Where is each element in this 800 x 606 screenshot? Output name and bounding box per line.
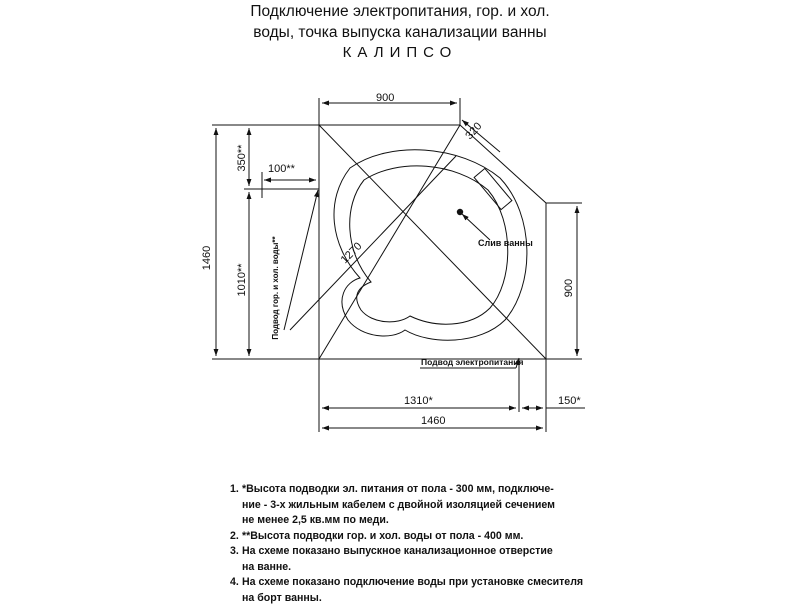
note-number: 3.: [230, 544, 242, 560]
note-text: *Высота подводки эл. питания от пола - 300 мм, подключе-: [242, 482, 554, 498]
note-1: [230, 482, 583, 498]
dim-1460-left: 1460: [201, 246, 213, 270]
power-supply-label: Подвод электропитания: [421, 357, 523, 367]
title-line-1: Подключение электропитания, гор. и хол.: [0, 1, 800, 22]
note-text: На схеме показано выпускное канализационное отверстие: [242, 544, 553, 560]
note-text-continued: ние - 3-х жильным кабелем с двойной изоляцией сечением: [230, 498, 583, 514]
dim-350: 350**: [236, 144, 248, 172]
note-text-continued: не менее 2,5 кв.мм по меди.: [230, 513, 583, 529]
drain-leader: [462, 214, 490, 240]
note-number: 2.: [230, 529, 242, 545]
dim-900-top: 900: [376, 92, 394, 104]
note-4: [230, 575, 583, 591]
dim-1460-bottom: 1460: [421, 415, 445, 427]
mixer-on-rim: [474, 168, 512, 209]
notes-list: [230, 482, 583, 606]
diagonal-1270-line: [290, 156, 456, 330]
drain-label: Слив ванны: [478, 238, 533, 248]
dim-150: 150*: [558, 395, 581, 407]
water-supply-label: Подвод гор. и хол. воды**: [271, 235, 280, 339]
water-supply-leader: [284, 190, 318, 330]
title-line-2: воды, точка выпуска канализации ванны: [0, 22, 800, 43]
drain-point: [457, 209, 463, 215]
note-text: **Высота подводки гор. и хол. воды от пола - 400 мм.: [242, 529, 523, 545]
note-number: 1.: [230, 482, 242, 498]
note-text-continued: на ванне.: [230, 560, 583, 576]
dim-1310: 1310*: [404, 395, 433, 407]
note-3: [230, 544, 583, 560]
dim-900-right: 900: [563, 279, 575, 297]
dim-100: 100**: [268, 163, 296, 175]
dim-1270: 1270: [339, 240, 365, 266]
note-2: [230, 529, 583, 545]
dim-1010: 1010**: [236, 263, 248, 297]
note-text: На схеме показано подключение воды при установке смесителя: [242, 575, 583, 591]
note-number: 4.: [230, 575, 242, 591]
dim-320: 320: [463, 120, 484, 142]
title-model-name: КАЛИПСО: [0, 42, 800, 63]
note-text-continued: на борт ванны.: [230, 591, 583, 606]
